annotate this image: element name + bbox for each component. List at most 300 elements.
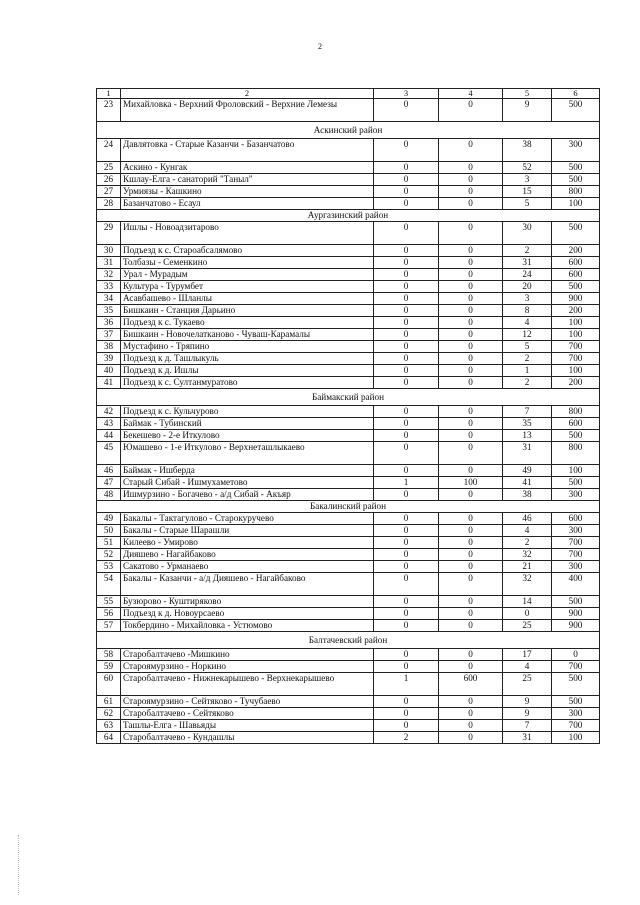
row-number: 46	[97, 465, 121, 477]
cell-col-4: 0	[439, 305, 503, 317]
road-name: Мустафино - Тряпино	[121, 341, 374, 353]
cell-col-4: 0	[439, 732, 503, 744]
row-number: 55	[97, 596, 121, 608]
cell-col-3: 1	[374, 673, 439, 696]
cell-col-3: 0	[374, 365, 439, 377]
road-name: Подъезд к с. Тукаево	[121, 317, 374, 329]
cell-col-3: 0	[374, 245, 439, 257]
table-row	[97, 661, 600, 673]
road-name: Старобалтачево -Мишкино	[121, 649, 374, 661]
cell-col-3: 0	[374, 174, 439, 186]
cell-col-4: 0	[439, 281, 503, 293]
table-row	[97, 608, 600, 620]
row-number: 25	[97, 162, 121, 174]
table-row	[97, 257, 600, 269]
road-name: Подъезд к с. Кульчурово	[121, 406, 374, 418]
cell-col-5: 46	[503, 513, 552, 525]
road-name: Ишмурзино - Богачево - а/д Сибай - Акъяр	[121, 489, 374, 501]
table-row	[97, 430, 600, 442]
cell-col-6: 500	[552, 430, 600, 442]
cell-col-4: 0	[439, 186, 503, 198]
cell-col-4: 0	[439, 406, 503, 418]
cell-col-4: 0	[439, 365, 503, 377]
row-number: 60	[97, 673, 121, 696]
cell-col-4: 0	[439, 537, 503, 549]
table-row	[97, 293, 600, 305]
cell-col-4: 0	[439, 353, 503, 365]
district-section-row	[97, 210, 600, 222]
cell-col-4: 0	[439, 465, 503, 477]
cell-col-6: 800	[552, 442, 600, 465]
road-name: Подъезд к с. Султанмуратово	[121, 377, 374, 389]
road-name: Урал - Мурадым	[121, 269, 374, 281]
cell-col-3: 0	[374, 198, 439, 210]
table-row	[97, 377, 600, 389]
cell-col-3: 0	[374, 537, 439, 549]
road-name: Кшлау-Елга - санаторий "Таныл"	[121, 174, 374, 186]
table-row	[97, 174, 600, 186]
cell-col-4: 0	[439, 596, 503, 608]
table-row	[97, 549, 600, 561]
road-name: Бакалы - Тактагулово - Старокуручево	[121, 513, 374, 525]
roads-table-body	[97, 89, 600, 744]
cell-col-5: 4	[503, 661, 552, 673]
cell-col-4: 0	[439, 549, 503, 561]
cell-col-3: 0	[374, 513, 439, 525]
cell-col-4: 600	[439, 673, 503, 696]
road-name: Ташлы-Елга - Шавьяды	[121, 720, 374, 732]
header-col-1: 1	[97, 89, 121, 99]
road-name: Давлятовка - Старые Казанчи - Базанчатово	[121, 139, 374, 162]
road-name: Старобалтачево - Нижнекарышево - Верхнекарышево	[121, 673, 374, 696]
table-row	[97, 281, 600, 293]
cell-col-4: 0	[439, 329, 503, 341]
cell-col-5: 9	[503, 99, 552, 122]
row-number: 43	[97, 418, 121, 430]
cell-col-4: 0	[439, 418, 503, 430]
table-row	[97, 418, 600, 430]
cell-col-5: 2	[503, 245, 552, 257]
row-number: 42	[97, 406, 121, 418]
road-name: Асавбашево - Шланлы	[121, 293, 374, 305]
table-row	[97, 317, 600, 329]
cell-col-3: 1	[374, 477, 439, 489]
cell-col-5: 15	[503, 186, 552, 198]
cell-col-5: 30	[503, 222, 552, 245]
header-col-4: 4	[439, 89, 503, 99]
cell-col-6: 500	[552, 477, 600, 489]
cell-col-5: 49	[503, 465, 552, 477]
row-number: 56	[97, 608, 121, 620]
row-number: 62	[97, 708, 121, 720]
road-name: Культура - Турумбет	[121, 281, 374, 293]
row-number: 29	[97, 222, 121, 245]
cell-col-6: 800	[552, 406, 600, 418]
cell-col-3: 0	[374, 341, 439, 353]
road-name: Подъезд к д. Новоурсаево	[121, 608, 374, 620]
cell-col-6: 600	[552, 418, 600, 430]
district-section-row	[97, 501, 600, 513]
table-row	[97, 162, 600, 174]
cell-col-6: 500	[552, 99, 600, 122]
cell-col-4: 0	[439, 293, 503, 305]
cell-col-5: 2	[503, 377, 552, 389]
road-name: Подъезд к с. Староабсалямово	[121, 245, 374, 257]
cell-col-4: 0	[439, 174, 503, 186]
cell-col-6: 400	[552, 573, 600, 596]
cell-col-3: 0	[374, 222, 439, 245]
row-number: 33	[97, 281, 121, 293]
district-name: Аургазинский район	[97, 210, 600, 222]
cell-col-5: 31	[503, 442, 552, 465]
cell-col-6: 700	[552, 341, 600, 353]
table-row	[97, 673, 600, 696]
cell-col-3: 0	[374, 525, 439, 537]
cell-col-4: 0	[439, 198, 503, 210]
cell-col-5: 12	[503, 329, 552, 341]
cell-col-5: 9	[503, 696, 552, 708]
cell-col-4: 0	[439, 442, 503, 465]
cell-col-3: 0	[374, 696, 439, 708]
cell-col-5: 25	[503, 620, 552, 632]
cell-col-3: 0	[374, 99, 439, 122]
row-number: 37	[97, 329, 121, 341]
cell-col-5: 8	[503, 305, 552, 317]
cell-col-4: 0	[439, 162, 503, 174]
cell-col-5: 32	[503, 573, 552, 596]
road-name: Бакалы - Казанчи - а/д Дияшево - Нагайбаково	[121, 573, 374, 596]
cell-col-5: 38	[503, 489, 552, 501]
table-row	[97, 573, 600, 596]
cell-col-4: 0	[439, 525, 503, 537]
row-number: 31	[97, 257, 121, 269]
cell-col-6: 600	[552, 269, 600, 281]
cell-col-5: 2	[503, 353, 552, 365]
cell-col-5: 20	[503, 281, 552, 293]
road-name: Староямурзино - Норкино	[121, 661, 374, 673]
cell-col-5: 13	[503, 430, 552, 442]
row-number: 34	[97, 293, 121, 305]
cell-col-6: 900	[552, 620, 600, 632]
table-row	[97, 198, 600, 210]
cell-col-3: 0	[374, 329, 439, 341]
cell-col-4: 0	[439, 222, 503, 245]
table-row	[97, 696, 600, 708]
cell-col-3: 0	[374, 418, 439, 430]
row-number: 40	[97, 365, 121, 377]
row-number: 63	[97, 720, 121, 732]
cell-col-4: 0	[439, 573, 503, 596]
cell-col-6: 500	[552, 696, 600, 708]
road-name: Старобалтачево - Кундашлы	[121, 732, 374, 744]
cell-col-6: 800	[552, 186, 600, 198]
cell-col-6: 700	[552, 353, 600, 365]
row-number: 35	[97, 305, 121, 317]
table-row	[97, 561, 600, 573]
row-number: 27	[97, 186, 121, 198]
table-row	[97, 525, 600, 537]
cell-col-5: 3	[503, 293, 552, 305]
cell-col-3: 0	[374, 139, 439, 162]
table-row	[97, 365, 600, 377]
road-name: Подъезд к д. Ишлы	[121, 365, 374, 377]
cell-col-5: 1	[503, 365, 552, 377]
cell-col-4: 0	[439, 430, 503, 442]
table-row	[97, 537, 600, 549]
cell-col-4: 0	[439, 696, 503, 708]
cell-col-6: 700	[552, 661, 600, 673]
header-col-3: 3	[374, 89, 439, 99]
cell-col-4: 0	[439, 139, 503, 162]
cell-col-5: 9	[503, 708, 552, 720]
row-number: 64	[97, 732, 121, 744]
table-row	[97, 465, 600, 477]
district-section-row	[97, 122, 600, 139]
cell-col-4: 0	[439, 561, 503, 573]
road-name: Килеево - Умирово	[121, 537, 374, 549]
table-row	[97, 513, 600, 525]
cell-col-4: 0	[439, 257, 503, 269]
cell-col-3: 0	[374, 162, 439, 174]
table-row	[97, 708, 600, 720]
row-number: 48	[97, 489, 121, 501]
cell-col-5: 38	[503, 139, 552, 162]
district-section-row	[97, 632, 600, 649]
cell-col-6: 600	[552, 257, 600, 269]
table-row	[97, 186, 600, 198]
scan-margin-mark	[18, 835, 20, 895]
cell-col-5: 52	[503, 162, 552, 174]
cell-col-5: 0	[503, 608, 552, 620]
cell-col-6: 100	[552, 317, 600, 329]
road-name: Староямурзино - Сейтяково - Тучубаево	[121, 696, 374, 708]
table-header-row	[97, 89, 600, 99]
cell-col-6: 300	[552, 561, 600, 573]
cell-col-6: 500	[552, 222, 600, 245]
row-number: 24	[97, 139, 121, 162]
cell-col-4: 0	[439, 649, 503, 661]
table-row	[97, 341, 600, 353]
cell-col-6: 700	[552, 549, 600, 561]
cell-col-4: 0	[439, 317, 503, 329]
cell-col-5: 32	[503, 549, 552, 561]
cell-col-4: 0	[439, 489, 503, 501]
cell-col-3: 0	[374, 608, 439, 620]
row-number: 30	[97, 245, 121, 257]
road-name: Сакатово - Урманаево	[121, 561, 374, 573]
header-col-2: 2	[121, 89, 374, 99]
cell-col-4: 0	[439, 341, 503, 353]
roads-table	[96, 88, 600, 744]
cell-col-5: 4	[503, 525, 552, 537]
road-name: Бакалы - Старые Шарашли	[121, 525, 374, 537]
header-col-5: 5	[503, 89, 552, 99]
cell-col-5: 5	[503, 198, 552, 210]
cell-col-5: 21	[503, 561, 552, 573]
header-col-6: 6	[552, 89, 600, 99]
district-section-row	[97, 389, 600, 406]
road-name: Михайловка - Верхний Фроловский - Верхние Лемезы	[121, 99, 374, 122]
cell-col-6: 700	[552, 720, 600, 732]
row-number: 58	[97, 649, 121, 661]
table-row	[97, 406, 600, 418]
cell-col-3: 0	[374, 406, 439, 418]
cell-col-5: 31	[503, 257, 552, 269]
table-row	[97, 222, 600, 245]
road-name: Баймак - Тубинский	[121, 418, 374, 430]
cell-col-6: 500	[552, 673, 600, 696]
road-name: Урмиязы - Кашкино	[121, 186, 374, 198]
cell-col-6: 900	[552, 608, 600, 620]
cell-col-3: 0	[374, 620, 439, 632]
cell-col-5: 17	[503, 649, 552, 661]
cell-col-5: 2	[503, 537, 552, 549]
cell-col-5: 5	[503, 341, 552, 353]
cell-col-4: 0	[439, 720, 503, 732]
cell-col-3: 0	[374, 442, 439, 465]
road-name: Юмашево - 1-е Иткулово - Верхнеташлыкаево	[121, 442, 374, 465]
cell-col-4: 100	[439, 477, 503, 489]
cell-col-5: 7	[503, 406, 552, 418]
road-name: Бишкаин - Новочелатканово - Чуваш-Карамалы	[121, 329, 374, 341]
row-number: 47	[97, 477, 121, 489]
table-row	[97, 353, 600, 365]
cell-col-3: 2	[374, 732, 439, 744]
row-number: 28	[97, 198, 121, 210]
row-number: 23	[97, 99, 121, 122]
cell-col-3: 0	[374, 281, 439, 293]
cell-col-5: 31	[503, 732, 552, 744]
cell-col-6: 200	[552, 305, 600, 317]
cell-col-4: 0	[439, 377, 503, 389]
row-number: 32	[97, 269, 121, 281]
row-number: 38	[97, 341, 121, 353]
cell-col-6: 100	[552, 365, 600, 377]
table-row	[97, 139, 600, 162]
district-name: Бакалинский район	[97, 501, 600, 513]
page-number: 2	[318, 42, 322, 51]
cell-col-4: 0	[439, 620, 503, 632]
road-name: Бекешево - 2-е Иткулово	[121, 430, 374, 442]
road-name: Аскино - Кунгак	[121, 162, 374, 174]
cell-col-4: 0	[439, 661, 503, 673]
cell-col-4: 0	[439, 269, 503, 281]
row-number: 49	[97, 513, 121, 525]
cell-col-5: 25	[503, 673, 552, 696]
table-row	[97, 305, 600, 317]
cell-col-6: 200	[552, 245, 600, 257]
row-number: 54	[97, 573, 121, 596]
road-name: Подъезд к д. Ташлыкуль	[121, 353, 374, 365]
road-name: Токбердино - Михайловка - Устюмово	[121, 620, 374, 632]
row-number: 57	[97, 620, 121, 632]
table-row	[97, 329, 600, 341]
cell-col-5: 35	[503, 418, 552, 430]
cell-col-3: 0	[374, 293, 439, 305]
row-number: 45	[97, 442, 121, 465]
cell-col-5: 4	[503, 317, 552, 329]
cell-col-6: 100	[552, 329, 600, 341]
table-row	[97, 477, 600, 489]
table-row	[97, 620, 600, 632]
table-row	[97, 732, 600, 744]
road-name: Баймак - Ишберда	[121, 465, 374, 477]
cell-col-6: 300	[552, 525, 600, 537]
cell-col-6: 200	[552, 377, 600, 389]
cell-col-3: 0	[374, 377, 439, 389]
row-number: 51	[97, 537, 121, 549]
cell-col-4: 0	[439, 513, 503, 525]
table-row	[97, 649, 600, 661]
table-row	[97, 269, 600, 281]
row-number: 39	[97, 353, 121, 365]
district-name: Баймакский район	[97, 389, 600, 406]
cell-col-3: 0	[374, 317, 439, 329]
cell-col-4: 0	[439, 608, 503, 620]
table-row	[97, 596, 600, 608]
row-number: 44	[97, 430, 121, 442]
road-name: Ишлы - Новоадзитарово	[121, 222, 374, 245]
cell-col-6: 700	[552, 537, 600, 549]
cell-col-3: 0	[374, 257, 439, 269]
cell-col-3: 0	[374, 549, 439, 561]
cell-col-3: 0	[374, 596, 439, 608]
cell-col-6: 500	[552, 174, 600, 186]
cell-col-6: 300	[552, 139, 600, 162]
cell-col-4: 0	[439, 245, 503, 257]
cell-col-5: 14	[503, 596, 552, 608]
cell-col-3: 0	[374, 720, 439, 732]
cell-col-5: 3	[503, 174, 552, 186]
cell-col-5: 41	[503, 477, 552, 489]
cell-col-6: 100	[552, 732, 600, 744]
row-number: 41	[97, 377, 121, 389]
road-name: Базанчатово - Есаул	[121, 198, 374, 210]
road-name: Бузюрово - Куштиряково	[121, 596, 374, 608]
road-name: Бишкаин - Станция Дарьино	[121, 305, 374, 317]
cell-col-6: 600	[552, 513, 600, 525]
table-row	[97, 489, 600, 501]
cell-col-5: 24	[503, 269, 552, 281]
cell-col-6: 300	[552, 708, 600, 720]
cell-col-6: 100	[552, 198, 600, 210]
cell-col-3: 0	[374, 573, 439, 596]
row-number: 50	[97, 525, 121, 537]
cell-col-3: 0	[374, 353, 439, 365]
cell-col-3: 0	[374, 465, 439, 477]
district-name: Балтачевский район	[97, 632, 600, 649]
cell-col-6: 500	[552, 596, 600, 608]
cell-col-6: 500	[552, 281, 600, 293]
cell-col-5: 7	[503, 720, 552, 732]
cell-col-6: 0	[552, 649, 600, 661]
cell-col-4: 0	[439, 708, 503, 720]
table-row	[97, 720, 600, 732]
cell-col-6: 100	[552, 465, 600, 477]
table-row	[97, 245, 600, 257]
cell-col-6: 900	[552, 293, 600, 305]
road-name: Старобалтачево - Сейтяково	[121, 708, 374, 720]
row-number: 36	[97, 317, 121, 329]
cell-col-4: 0	[439, 99, 503, 122]
cell-col-3: 0	[374, 489, 439, 501]
cell-col-6: 300	[552, 489, 600, 501]
district-name: Аскинский район	[97, 122, 600, 139]
cell-col-3: 0	[374, 269, 439, 281]
row-number: 61	[97, 696, 121, 708]
road-name: Старый Сибай - Ишмухаметово	[121, 477, 374, 489]
cell-col-3: 0	[374, 430, 439, 442]
